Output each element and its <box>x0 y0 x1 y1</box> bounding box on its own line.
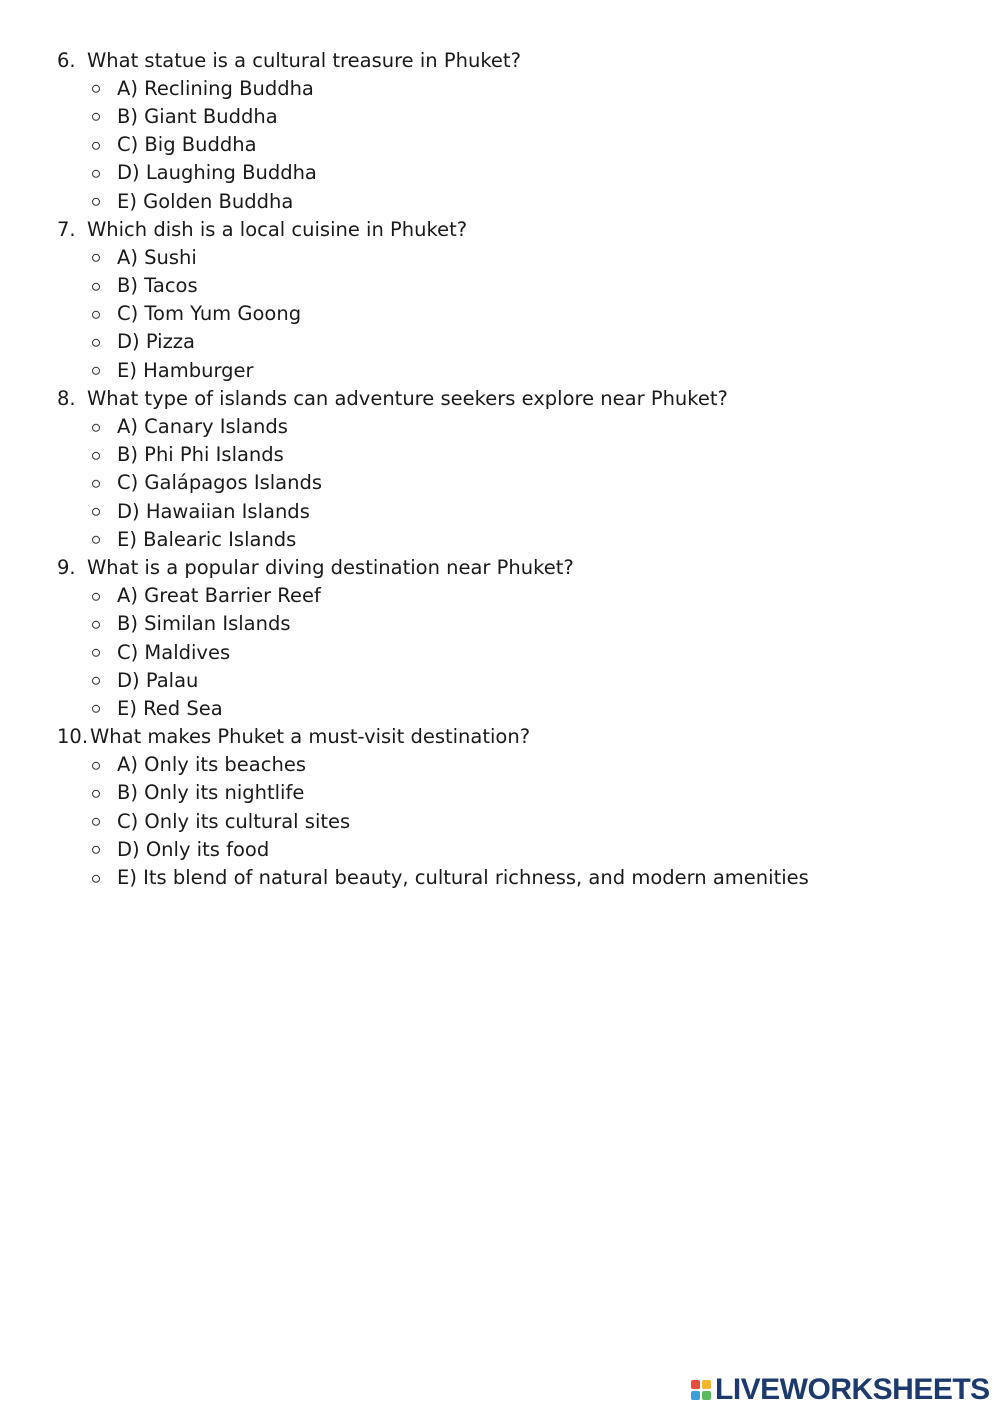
option-text: D) Palau <box>117 668 199 692</box>
question-text: What type of islands can adventure seekers explore near Phuket? <box>87 386 728 410</box>
question-line <box>0 384 999 412</box>
question-number: 7. <box>57 217 76 241</box>
question-10 <box>0 723 999 892</box>
option-d[interactable] <box>0 328 999 356</box>
option-text: C) Only its cultural sites <box>117 809 351 833</box>
option-text: C) Maldives <box>117 640 231 664</box>
option-a[interactable] <box>0 751 999 779</box>
option-e[interactable] <box>0 525 999 553</box>
circle-bullet-icon <box>92 452 100 460</box>
option-text: A) Great Barrier Reef <box>117 584 321 608</box>
question-number: 9. <box>57 555 76 579</box>
circle-bullet-icon <box>92 508 100 516</box>
option-text: B) Phi Phi Islands <box>117 443 284 467</box>
logo-square <box>702 1391 711 1400</box>
option-d[interactable] <box>0 159 999 187</box>
option-c[interactable] <box>0 807 999 835</box>
option-a[interactable] <box>0 74 999 102</box>
circle-bullet-icon <box>92 423 100 431</box>
option-e[interactable] <box>0 187 999 215</box>
option-text: E) Its blend of natural beauty, cultural richness, and modern amenities <box>117 866 809 890</box>
option-text: E) Balearic Islands <box>117 527 297 551</box>
circle-bullet-icon <box>92 874 100 882</box>
circle-bullet-icon <box>92 621 100 629</box>
circle-bullet-icon <box>92 818 100 826</box>
option-text: E) Red Sea <box>117 696 223 720</box>
option-d[interactable] <box>0 835 999 863</box>
option-b[interactable] <box>0 441 999 469</box>
option-text: E) Golden Buddha <box>117 189 294 213</box>
option-b[interactable] <box>0 102 999 130</box>
option-text: D) Laughing Buddha <box>117 161 317 185</box>
question-number: 10. <box>57 725 89 749</box>
option-text: B) Similan Islands <box>117 612 291 636</box>
option-text: A) Canary Islands <box>117 415 288 439</box>
logo-square <box>702 1380 711 1389</box>
circle-bullet-icon <box>92 846 100 854</box>
question-text: What makes Phuket a must-visit destination? <box>90 725 531 749</box>
question-line <box>0 553 999 581</box>
option-text: B) Only its nightlife <box>117 781 305 805</box>
logo-square <box>691 1391 700 1400</box>
circle-bullet-icon <box>92 254 100 262</box>
option-d[interactable] <box>0 666 999 694</box>
liveworksheets-brand[interactable] <box>691 1375 990 1405</box>
question-7 <box>0 215 999 384</box>
circle-bullet-icon <box>92 311 100 319</box>
option-e[interactable] <box>0 863 999 891</box>
circle-bullet-icon <box>92 790 100 798</box>
option-a[interactable] <box>0 582 999 610</box>
option-a[interactable] <box>0 243 999 271</box>
question-line <box>0 46 999 74</box>
option-a[interactable] <box>0 412 999 440</box>
circle-bullet-icon <box>92 762 100 770</box>
circle-bullet-icon <box>92 705 100 713</box>
option-text: C) Tom Yum Goong <box>117 302 302 326</box>
option-text: C) Galápagos Islands <box>117 471 323 495</box>
option-text: C) Big Buddha <box>117 133 257 157</box>
circle-bullet-icon <box>92 282 100 290</box>
worksheet <box>0 46 999 892</box>
option-b[interactable] <box>0 779 999 807</box>
circle-bullet-icon <box>92 592 100 600</box>
option-text: D) Hawaiian Islands <box>117 499 310 523</box>
option-text: A) Only its beaches <box>117 753 306 777</box>
circle-bullet-icon <box>92 480 100 488</box>
circle-bullet-icon <box>92 536 100 544</box>
question-number: 6. <box>57 48 76 72</box>
question-9 <box>0 553 999 722</box>
circle-bullet-icon <box>92 367 100 375</box>
circle-bullet-icon <box>92 339 100 347</box>
circle-bullet-icon <box>92 113 100 121</box>
question-line <box>0 723 999 751</box>
option-text: A) Reclining Buddha <box>117 76 314 100</box>
option-b[interactable] <box>0 272 999 300</box>
liveworksheets-logo-icon <box>691 1380 711 1400</box>
option-e[interactable] <box>0 694 999 722</box>
circle-bullet-icon <box>92 170 100 178</box>
logo-square <box>691 1380 700 1389</box>
option-b[interactable] <box>0 610 999 638</box>
option-text: A) Sushi <box>117 245 197 269</box>
option-text: D) Only its food <box>117 837 270 861</box>
question-text: Which dish is a local cuisine in Phuket? <box>87 217 468 241</box>
question-8 <box>0 384 999 553</box>
option-c[interactable] <box>0 638 999 666</box>
option-e[interactable] <box>0 356 999 384</box>
question-number: 8. <box>57 386 76 410</box>
option-text: D) Pizza <box>117 330 195 354</box>
question-text: What statue is a cultural treasure in Phuket? <box>87 48 521 72</box>
question-text: What is a popular diving destination near Phuket? <box>87 555 574 579</box>
circle-bullet-icon <box>92 649 100 657</box>
option-c[interactable] <box>0 469 999 497</box>
option-d[interactable] <box>0 497 999 525</box>
option-c[interactable] <box>0 300 999 328</box>
option-text: E) Hamburger <box>117 358 254 382</box>
option-c[interactable] <box>0 131 999 159</box>
option-text: B) Giant Buddha <box>117 104 278 128</box>
circle-bullet-icon <box>92 141 100 149</box>
circle-bullet-icon <box>92 677 100 685</box>
brand-name: LIVEWORKSHEETS <box>715 1373 990 1406</box>
question-line <box>0 215 999 243</box>
circle-bullet-icon <box>92 85 100 93</box>
question-6 <box>0 46 999 215</box>
circle-bullet-icon <box>92 198 100 206</box>
option-text: B) Tacos <box>117 274 198 298</box>
